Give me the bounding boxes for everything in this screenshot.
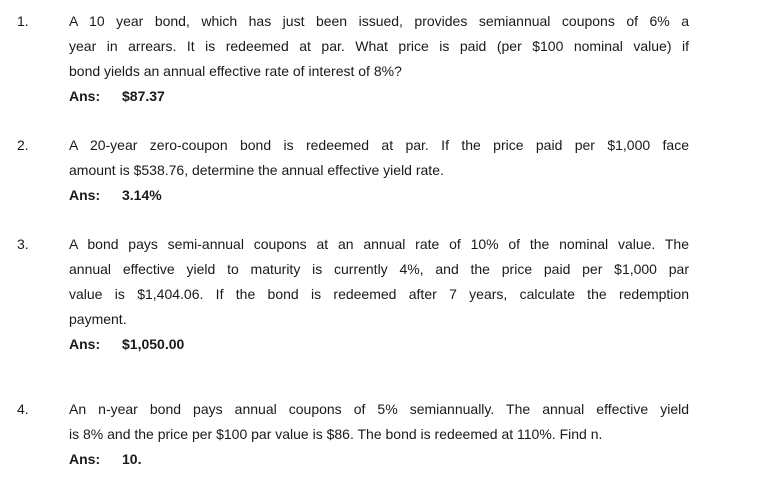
answer-label: Ans: (69, 451, 101, 467)
answer-label: Ans: (69, 336, 101, 352)
answer-label: Ans: (69, 187, 101, 203)
problem-line: is 8% and the price per $100 par value is $86. The bond is redeemed at 110%. Find n. (69, 426, 603, 442)
problem-line: annual effective yield to maturity is currently 4%, and the price paid per $1,000 par (69, 261, 689, 277)
answer-label: Ans: (69, 88, 101, 104)
answer-value: $1,050.00 (122, 336, 185, 352)
problem-text (69, 232, 689, 357)
problem-line: payment. (69, 311, 127, 327)
problem-line: amount is $538.76, determine the annual effective yield rate. (69, 162, 444, 178)
problem-number: 1. (17, 13, 29, 29)
problem-line: bond yields an annual effective rate of interest of 8%? (69, 63, 402, 79)
answer (69, 447, 689, 472)
answer (69, 183, 689, 208)
problem-line: value is $1,404.06. If the bond is redeemed after 7 years, calculate the redemption (69, 286, 689, 302)
problem-number: 2. (17, 137, 29, 153)
answer-value: $87.37 (122, 88, 165, 104)
answer-value: 3.14% (122, 187, 162, 203)
problem-text (69, 133, 689, 208)
problem-number: 3. (17, 236, 29, 252)
problem-line: An n-year bond pays annual coupons of 5% semiannually. The annual effective yield (69, 401, 689, 417)
problem-line: A bond pays semi-annual coupons at an annual rate of 10% of the nominal value. The (69, 236, 689, 252)
problem-number: 4. (17, 401, 29, 417)
answer-value: 10. (122, 451, 142, 467)
problem-line: A 20-year zero-coupon bond is redeemed at par. If the price paid per $1,000 face (69, 137, 689, 153)
answer (69, 332, 689, 357)
answer (69, 84, 689, 109)
problem-line: year in arrears. It is redeemed at par. What price is paid (per $100 nominal value) if (69, 38, 689, 54)
problem-line: A 10 year bond, which has just been issued, provides semiannual coupons of 6% a (69, 13, 689, 29)
problem-text (69, 397, 689, 472)
problem-text (69, 9, 689, 109)
